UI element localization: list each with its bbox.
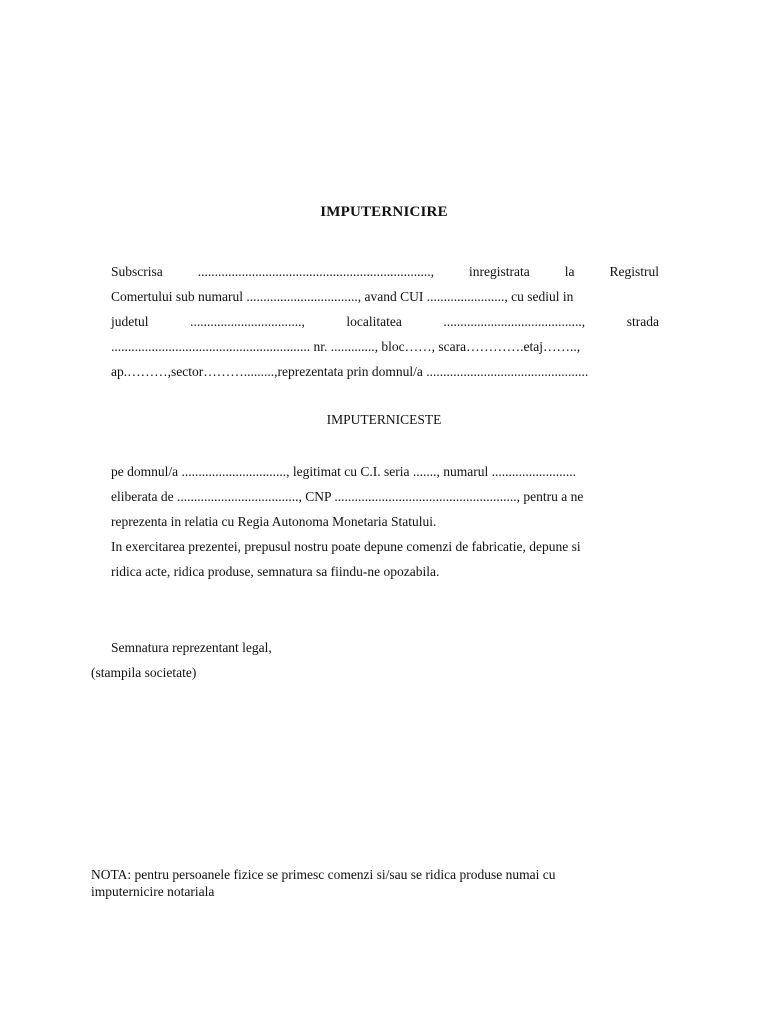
text-segment: judetul — [111, 314, 149, 329]
nota-line1: NOTA: pentru persoanele fizice se primesc comenzi si/sau se ridica produse numai cu — [91, 867, 556, 882]
paragraph1-line3 — [111, 312, 659, 332]
section-heading: IMPUTERNICESTE — [326, 412, 442, 427]
stamp-label: (stampila societate) — [91, 665, 197, 680]
text-segment: ................................., — [190, 314, 305, 329]
text-segment: la — [564, 264, 575, 279]
text-segment: localitatea — [346, 314, 402, 329]
paragraph1-line4: ........................................................... nr. ............., bloc……, scara………….etaj…….., — [111, 339, 581, 354]
paragraph2-line2: eliberata de ...................................., CNP ......................................................, pentru a ne — [111, 489, 584, 504]
text-segment: inregistrata — [469, 264, 530, 279]
paragraph1-line5: ap.………,sector……….........,reprezentata prin domnul/a ................................................ — [111, 364, 589, 379]
paragraph1-line2: Comertului sub numarul ................................., avand CUI ......................., cu sediul in — [111, 289, 574, 304]
text-segment: Subscrisa — [111, 264, 163, 279]
paragraph2-line4: In exercitarea prezentei, prepusul nostru poate depune comenzi de fabricatie, depune si — [111, 539, 581, 554]
nota-line2: imputernicire notariala — [91, 884, 215, 899]
paragraph2-line3: reprezenta in relatia cu Regia Autonoma Monetaria Statului. — [111, 514, 437, 529]
text-segment: Registrul — [609, 264, 659, 279]
paragraph2-line5: ridica acte, ridica produse, semnatura sa fiindu-ne opozabila. — [111, 564, 440, 579]
text-segment: strada — [626, 314, 659, 329]
paragraph1-line1 — [111, 262, 659, 282]
text-segment: ........................................., — [443, 314, 586, 329]
text-segment: ....................................................................., — [197, 264, 434, 279]
paragraph2-line1: pe domnul/a ..............................., legitimat cu C.I. seria ......., numarul ......................... — [111, 464, 576, 479]
signature-label: Semnatura reprezentant legal, — [111, 640, 272, 655]
document-title: IMPUTERNICIRE — [320, 204, 448, 220]
